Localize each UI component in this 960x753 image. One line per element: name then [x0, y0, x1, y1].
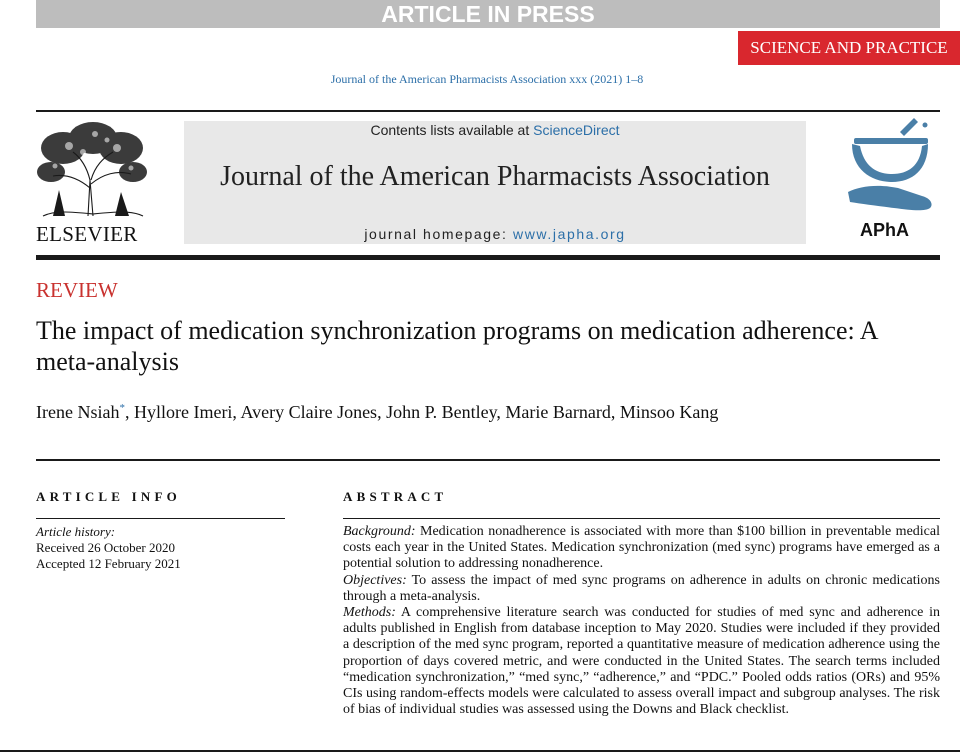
abstract-rule: [343, 518, 940, 519]
apha-wordmark: APhA: [860, 220, 909, 240]
article-info-heading: ARTICLE INFO: [36, 489, 181, 504]
title-separator-rule: [36, 459, 940, 461]
first-author[interactable]: Irene Nsiah: [36, 402, 120, 422]
abstract-heading: ABSTRACT: [343, 489, 448, 504]
methods-label: Methods:: [343, 605, 396, 621]
sciencedirect-link[interactable]: ScienceDirect: [533, 122, 620, 138]
history-label: Article history:: [36, 524, 116, 539]
objectives-text: To assess the impact of med sync programs on adherence in adults on chronic medications through a meta-analysis.: [343, 572, 940, 604]
apha-mortar-pestle-hand-logo: [844, 112, 940, 222]
abstract-methods: [343, 605, 940, 718]
background-text: Medication nonadherence is associated with more than $100 billion in preventable medical costs each year in the United States. Medication synchronization (med sync) programs have emerged as a potential solution to addressing nonadherence.: [343, 524, 940, 572]
header-top-rule: [36, 110, 940, 112]
homepage-link[interactable]: www.japha.org: [513, 226, 626, 242]
journal-citation[interactable]: Journal of the American Pharmacists Association xxx (2021) 1–8: [330, 72, 644, 86]
abstract-objectives: [343, 573, 940, 605]
objectives-label: Objectives:: [343, 572, 407, 588]
accepted-date: Accepted 12 February 2021: [36, 556, 181, 571]
journal-title: Journal of the American Pharmacists Association: [220, 161, 770, 192]
page-bottom-rule: [0, 750, 960, 752]
article-title: The impact of medication synchronization programs on medication adherence: A meta-analysis: [36, 316, 878, 376]
article-history: [36, 524, 181, 572]
journal-homepage: [184, 226, 806, 242]
contents-prefix: Contents lists available at: [370, 122, 534, 138]
section-tag: SCIENCE AND PRACTICE: [738, 31, 960, 65]
abstract-body: [343, 524, 940, 718]
received-date: Received 26 October 2020: [36, 540, 175, 555]
journal-masthead: [184, 121, 806, 244]
author-list: [36, 396, 916, 425]
background-label: Background:: [343, 524, 416, 539]
abstract-background: [343, 524, 940, 573]
methods-text: A comprehensive literature search was conducted for studies of med sync and adherence in adults published in English from database inception to May 2020. Studies were included if they provided a description of the med sync program, reported a quantitative measure of medication adherence using the proportion of days covered metric, and were conducted in the United States. The search terms included “medication synchronization,” “med sync,” “adherence,” and “PDC.” Pooled odds ratios (ORs) and 95% CIs using random-effects models were calculated to assess overall impact and subgroup analyses. The risk of bias of individual studies was assessed using the Downs and Black checklist.: [343, 605, 940, 718]
contents-availability: [184, 122, 806, 138]
other-authors: , Hyllore Imeri, Avery Claire Jones, John P. Bentley, Marie Barnard, Minsoo Kang: [124, 402, 719, 422]
corresponding-author-marker[interactable]: *: [119, 402, 125, 414]
homepage-prefix: journal homepage:: [364, 226, 514, 242]
elsevier-wordmark: ELSEVIER: [36, 222, 138, 246]
header-thick-rule: [36, 255, 940, 260]
article-info-rule: [36, 518, 285, 519]
article-in-press-banner: ARTICLE IN PRESS: [36, 0, 940, 28]
article-type-label: REVIEW: [36, 278, 118, 302]
